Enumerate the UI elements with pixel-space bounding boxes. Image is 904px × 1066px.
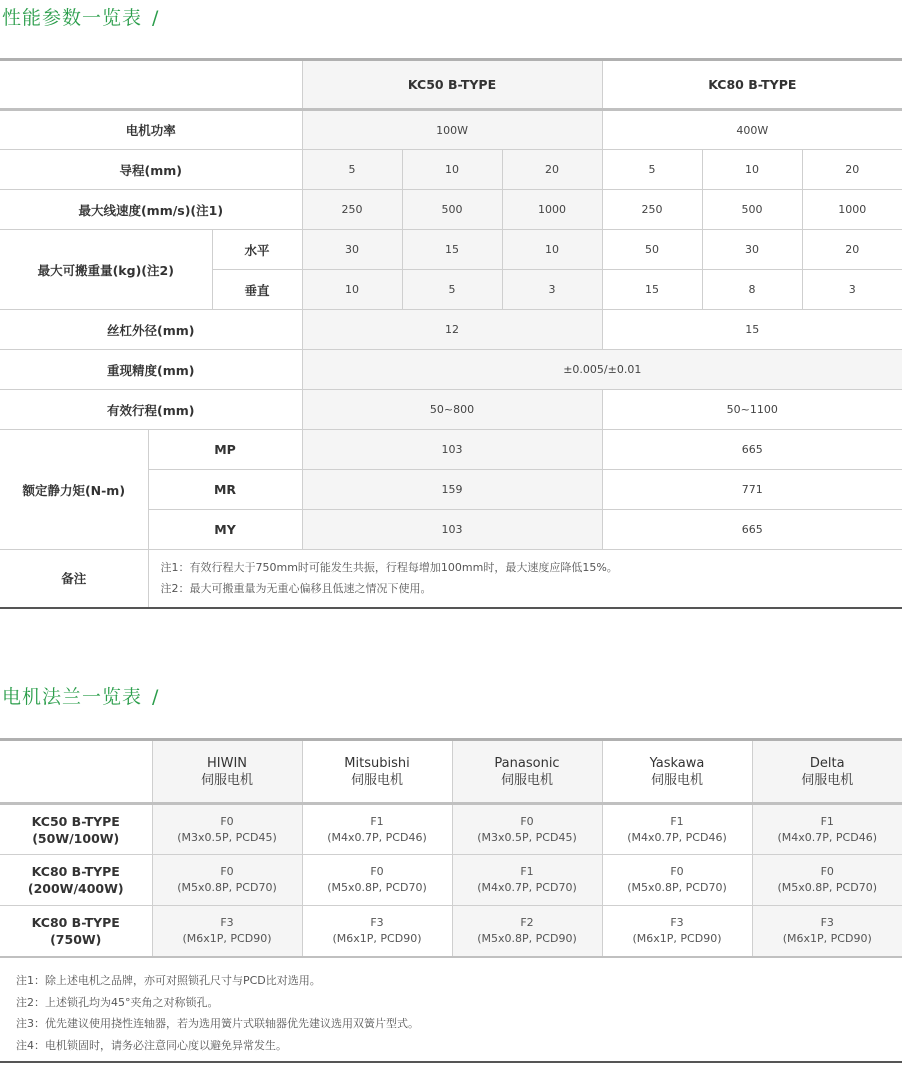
row-label (0, 906, 152, 957)
title-slash-decoration: / (152, 7, 160, 29)
flange-spec: (M5x0.8P, PCD70) (327, 881, 427, 894)
cell: 15 (402, 230, 502, 270)
flange-spec: (M5x0.8P, PCD90) (477, 931, 577, 945)
cell: 771 (602, 470, 902, 510)
flange-spec: (M6x1P, PCD90) (182, 931, 272, 945)
cell: 159 (302, 470, 602, 510)
flange-code: F3 (670, 915, 684, 929)
flange-note-1: 注1：除上述电机之品牌，亦可对照锁孔尺寸与PCD比对选用。 (16, 974, 321, 987)
model-name: KC50 B-TYPE (31, 813, 120, 829)
cell: 500 (402, 190, 502, 230)
brand-name: Mitsubishi (344, 755, 410, 771)
cell: 10 (502, 230, 602, 270)
cell: 20 (802, 230, 902, 270)
row-label: 额定静力矩(N-m) (0, 430, 148, 550)
performance-section-title (2, 3, 159, 30)
max-speed-row (0, 190, 902, 230)
cell: 5 (602, 150, 702, 190)
remark-note-1: 注1：有效行程大于750mm时可能发生共振，行程每增加100mm时，最大速度应降低15%。 (160, 561, 618, 575)
sub-label: 垂直 (212, 270, 302, 310)
flange-code: F0 (220, 814, 234, 828)
cell: 3 (502, 270, 602, 310)
brand-sub: 伺服电机 (200, 772, 253, 788)
flange-spec: (M4x0.7P, PCD46) (627, 830, 727, 844)
sub-label: MY (148, 510, 302, 550)
model-header-kc50: KC50 B-TYPE (302, 60, 602, 110)
moment-mp-row (0, 430, 902, 470)
flange-spec: (M4x0.7P, PCD70) (477, 881, 577, 894)
cell (302, 804, 452, 855)
header-row (0, 60, 902, 110)
flange-row-kc80-400w (0, 855, 902, 906)
bottom-divider (0, 1061, 902, 1063)
cell (752, 855, 902, 906)
row-label: 有效行程(mm) (0, 390, 302, 430)
cell: 10 (702, 150, 802, 190)
cell (602, 855, 752, 906)
screw-diameter-row (0, 310, 902, 350)
row-label: 电机功率 (0, 110, 302, 150)
model-power: (750W) (50, 931, 102, 947)
model-name: KC80 B-TYPE (31, 864, 120, 879)
row-label (0, 804, 152, 855)
cell (602, 906, 752, 957)
flange-spec: (M6x1P, PCD90) (632, 931, 722, 945)
row-label: 重现精度(mm) (0, 350, 302, 390)
title-slash-decoration: / (152, 686, 160, 708)
brand-sub: 伺服电机 (500, 772, 553, 788)
cell: 20 (502, 150, 602, 190)
cell (452, 804, 602, 855)
cell: 100W (302, 110, 602, 150)
flange-notes (16, 970, 419, 1056)
payload-horizontal-row (0, 230, 902, 270)
brand-sub: 伺服电机 (650, 772, 703, 788)
brand-name: Delta (809, 755, 845, 771)
flange-code: F3 (820, 915, 834, 929)
cell: 103 (302, 510, 602, 550)
brand-sub: 伺服电机 (350, 772, 403, 788)
cell: 500 (702, 190, 802, 230)
row-label: 最大可搬重量(kg)(注2) (0, 230, 212, 310)
row-label: 导程(mm) (0, 150, 302, 190)
header-blank (0, 60, 302, 110)
cell (452, 855, 602, 906)
flange-code: F1 (370, 814, 384, 828)
cell: 400W (602, 110, 902, 150)
cell: 15 (602, 310, 902, 350)
stroke-row (0, 390, 902, 430)
flange-spec: (M3x0.5P, PCD45) (477, 830, 577, 844)
model-power: (50W/100W) (32, 830, 120, 846)
cell: 12 (302, 310, 602, 350)
flange-spec: (M6x1P, PCD90) (782, 931, 872, 945)
cell (152, 804, 302, 855)
cell: 3 (802, 270, 902, 310)
cell: 8 (702, 270, 802, 310)
brand-header-row (0, 740, 902, 804)
cell: 50 (602, 230, 702, 270)
cell (752, 906, 902, 957)
motor-power-row (0, 110, 902, 150)
cell (152, 906, 302, 957)
flange-code: F0 (820, 865, 834, 878)
cell: 665 (602, 430, 902, 470)
cell: 20 (802, 150, 902, 190)
cell: 5 (302, 150, 402, 190)
model-header-kc80: KC80 B-TYPE (602, 60, 902, 110)
flange-table (0, 738, 902, 958)
brand-name: Panasonic (494, 755, 560, 771)
cell: 30 (702, 230, 802, 270)
flange-code: F0 (520, 814, 534, 828)
cell (752, 804, 902, 855)
cell (302, 906, 452, 957)
flange-spec: (M3x0.5P, PCD45) (177, 830, 277, 844)
cell: 30 (302, 230, 402, 270)
flange-row-kc80-750w (0, 906, 902, 957)
cell: 5 (402, 270, 502, 310)
performance-table (0, 58, 902, 609)
flange-code: F3 (370, 915, 384, 929)
cell: 10 (402, 150, 502, 190)
flange-note-4: 注4：电机锁固时，请务必注意同心度以避免异常发生。 (16, 1038, 287, 1052)
brand-header-mitsubishi (302, 740, 452, 804)
cell (302, 855, 452, 906)
brand-header-panasonic (452, 740, 602, 804)
performance-title-text: 性能参数一览表 (2, 7, 143, 29)
remarks-notes (148, 550, 902, 608)
row-label: 丝杠外径(mm) (0, 310, 302, 350)
brand-sub: 伺服电机 (801, 772, 854, 788)
flange-note-3: 注3：优先建议使用挠性连轴器，若为选用簧片式联轴器优先建议选用双簧片型式。 (16, 1017, 419, 1030)
row-label (0, 855, 152, 906)
cell: 250 (602, 190, 702, 230)
flange-section-title (2, 682, 159, 709)
sub-label: MP (148, 430, 302, 470)
brand-header-yaskawa (602, 740, 752, 804)
flange-code: F0 (220, 865, 234, 878)
flange-code: F0 (370, 865, 384, 878)
cell: ±0.005/±0.01 (302, 350, 902, 390)
flange-code: F2 (520, 915, 534, 929)
cell: 250 (302, 190, 402, 230)
flange-spec: (M4x0.7P, PCD46) (327, 830, 427, 844)
flange-code: F1 (820, 814, 834, 828)
lead-row (0, 150, 902, 190)
flange-code: F1 (520, 865, 534, 878)
brand-name: HIWIN (206, 755, 248, 771)
cell: 665 (602, 510, 902, 550)
sub-label: 水平 (212, 230, 302, 270)
cell: 50~1100 (602, 390, 902, 430)
cell (452, 906, 602, 957)
cell: 15 (602, 270, 702, 310)
flange-spec: (M6x1P, PCD90) (332, 931, 422, 945)
cell (602, 804, 752, 855)
cell: 1000 (502, 190, 602, 230)
flange-spec: (M4x0.7P, PCD46) (777, 830, 877, 844)
flange-spec: (M5x0.8P, PCD70) (627, 881, 727, 894)
header-blank (0, 740, 152, 804)
remark-note-2: 注2：最大可搬重量为无重心偏移且低速之情况下使用。 (160, 582, 432, 596)
flange-code: F0 (670, 865, 684, 878)
row-label: 备注 (0, 550, 148, 608)
cell: 103 (302, 430, 602, 470)
cell: 1000 (802, 190, 902, 230)
flange-note-2: 注2：上述锁孔均为45°夹角之对称锁孔。 (16, 995, 219, 1009)
brand-header-hiwin (152, 740, 302, 804)
cell: 50~800 (302, 390, 602, 430)
flange-row-kc50 (0, 804, 902, 855)
repeatability-row (0, 350, 902, 390)
sub-label: MR (148, 470, 302, 510)
model-name: KC80 B-TYPE (31, 914, 120, 930)
row-label: 最大线速度(mm/s)(注1) (0, 190, 302, 230)
cell: 10 (302, 270, 402, 310)
flange-spec: (M5x0.8P, PCD70) (777, 881, 877, 894)
remarks-row (0, 550, 902, 608)
model-power: (200W/400W) (27, 881, 124, 896)
brand-name: Yaskawa (649, 755, 705, 771)
brand-header-delta (752, 740, 902, 804)
flange-code: F3 (220, 915, 234, 929)
flange-spec: (M5x0.8P, PCD70) (177, 881, 277, 894)
flange-title-text: 电机法兰一览表 (2, 686, 143, 708)
flange-code: F1 (670, 814, 684, 828)
cell (152, 855, 302, 906)
